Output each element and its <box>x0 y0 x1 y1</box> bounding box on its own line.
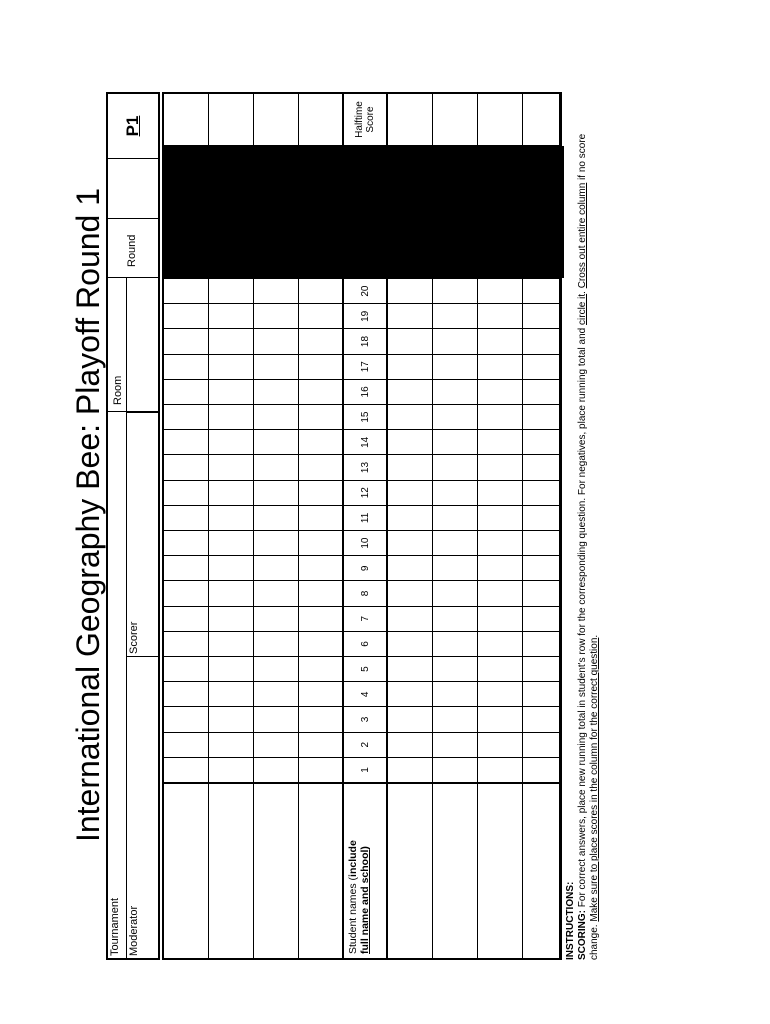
score-cell[interactable] <box>254 757 298 782</box>
score-cell[interactable] <box>388 631 432 656</box>
score-cell[interactable] <box>433 530 477 555</box>
score-cell[interactable] <box>478 404 522 429</box>
score-cell[interactable] <box>433 429 477 454</box>
score-cell[interactable] <box>478 454 522 479</box>
score-cell[interactable] <box>299 555 342 580</box>
scoring-text-4: . <box>589 634 600 638</box>
score-cell[interactable] <box>299 454 342 479</box>
halftime-score-cell[interactable] <box>478 94 522 146</box>
question-number: 15 <box>344 404 386 429</box>
tournament-label: Tournament <box>109 897 121 956</box>
score-cell[interactable] <box>254 354 298 379</box>
score-cell[interactable] <box>209 606 253 631</box>
question-number: 4 <box>344 681 386 706</box>
score-cell[interactable] <box>523 454 559 479</box>
score-cell[interactable] <box>523 328 559 353</box>
score-cell[interactable] <box>164 328 208 353</box>
score-cell[interactable] <box>299 530 342 555</box>
halftime-score-cell[interactable] <box>523 94 559 146</box>
score-cell[interactable] <box>433 379 477 404</box>
halftime-score-header <box>344 94 386 146</box>
names-header-include: include <box>347 840 359 877</box>
score-cell[interactable] <box>478 606 522 631</box>
score-cell[interactable] <box>254 480 298 505</box>
student-name-cell[interactable] <box>478 782 522 958</box>
score-cell[interactable] <box>209 631 253 656</box>
score-cell[interactable] <box>388 354 432 379</box>
score-cell[interactable] <box>254 656 298 681</box>
names-header-full-name: full name and school <box>359 849 371 954</box>
score-cell[interactable] <box>523 555 559 580</box>
score-cell[interactable] <box>209 480 253 505</box>
score-cell[interactable] <box>209 732 253 757</box>
score-cell[interactable] <box>523 580 559 605</box>
room-label: Room <box>112 375 124 405</box>
score-cell[interactable] <box>209 429 253 454</box>
score-cell[interactable] <box>209 530 253 555</box>
score-cell[interactable] <box>433 580 477 605</box>
score-cell[interactable] <box>209 303 253 328</box>
score-cell[interactable] <box>164 580 208 605</box>
score-cell[interactable] <box>164 757 208 782</box>
score-cell[interactable] <box>209 706 253 731</box>
question-number: 7 <box>344 606 386 631</box>
score-cell[interactable] <box>254 328 298 353</box>
score-cell[interactable] <box>299 480 342 505</box>
score-cell[interactable] <box>523 480 559 505</box>
score-cell[interactable] <box>164 429 208 454</box>
score-cell[interactable] <box>523 606 559 631</box>
score-cell[interactable] <box>254 303 298 328</box>
score-cell[interactable] <box>164 505 208 530</box>
round-field <box>108 158 158 278</box>
question-number: 8 <box>344 580 386 605</box>
score-cell[interactable] <box>254 606 298 631</box>
score-cell[interactable] <box>254 631 298 656</box>
score-cell[interactable] <box>164 379 208 404</box>
score-grid <box>162 92 562 960</box>
halftime-score-cell[interactable] <box>299 94 342 146</box>
score-cell[interactable] <box>478 757 522 782</box>
halftime-score-cell[interactable] <box>388 94 432 146</box>
score-cell[interactable] <box>254 681 298 706</box>
names-header-suffix: ) <box>359 846 371 850</box>
score-cell[interactable] <box>388 732 432 757</box>
score-cell[interactable] <box>478 379 522 404</box>
score-cell[interactable] <box>254 706 298 731</box>
question-number: 9 <box>344 555 386 580</box>
student-name-cell[interactable] <box>523 782 559 958</box>
header-info-box <box>106 92 160 960</box>
score-cell[interactable] <box>478 354 522 379</box>
score-cell[interactable] <box>209 681 253 706</box>
score-cell[interactable] <box>299 328 342 353</box>
halftime-score-cell[interactable] <box>164 94 208 146</box>
question-number: 5 <box>344 656 386 681</box>
score-cell[interactable] <box>388 580 432 605</box>
names-header-line1 <box>347 840 359 954</box>
score-cell[interactable] <box>299 631 342 656</box>
student-name-cell[interactable] <box>433 782 477 958</box>
question-number: 16 <box>344 379 386 404</box>
score-cell[interactable] <box>433 404 477 429</box>
score-cell[interactable] <box>209 454 253 479</box>
score-cell[interactable] <box>523 681 559 706</box>
scoring-text-2: . <box>577 288 588 294</box>
score-cell[interactable] <box>433 505 477 530</box>
scoring-label: SCORING: <box>577 910 588 960</box>
score-cell[interactable] <box>164 656 208 681</box>
score-cell[interactable] <box>254 555 298 580</box>
names-header-prefix: Student names ( <box>347 876 359 954</box>
score-cell[interactable] <box>209 354 253 379</box>
score-cell[interactable] <box>523 379 559 404</box>
score-cell[interactable] <box>164 404 208 429</box>
score-cell[interactable] <box>209 278 253 303</box>
score-cell[interactable] <box>164 454 208 479</box>
scoring-underline-3: Make sure to place scores in the column for the correct question <box>589 637 600 922</box>
score-cell[interactable] <box>478 706 522 731</box>
score-cell[interactable] <box>388 328 432 353</box>
question-number: 11 <box>344 505 386 530</box>
score-cell[interactable] <box>254 505 298 530</box>
halftime-score-cell[interactable] <box>433 94 477 146</box>
score-cell[interactable] <box>254 454 298 479</box>
score-cell[interactable] <box>254 404 298 429</box>
score-cell[interactable] <box>209 555 253 580</box>
score-cell[interactable] <box>164 606 208 631</box>
score-cell[interactable] <box>433 303 477 328</box>
halftime-score-cell[interactable] <box>254 94 298 146</box>
score-cell[interactable] <box>478 631 522 656</box>
question-number: 1 <box>344 757 386 782</box>
instructions <box>565 100 601 960</box>
score-cell[interactable] <box>478 530 522 555</box>
score-cell[interactable] <box>433 732 477 757</box>
score-cell[interactable] <box>299 706 342 731</box>
scorer-label: Scorer <box>128 621 140 654</box>
score-cell[interactable] <box>478 505 522 530</box>
score-cell[interactable] <box>478 328 522 353</box>
blacked-out-columns <box>164 146 564 278</box>
score-cell[interactable] <box>433 480 477 505</box>
names-header-line2 <box>359 846 371 954</box>
score-cell[interactable] <box>433 631 477 656</box>
question-number: 12 <box>344 480 386 505</box>
score-cell[interactable] <box>523 404 559 429</box>
student-name-cell[interactable] <box>254 782 298 958</box>
score-cell[interactable] <box>433 681 477 706</box>
score-cell[interactable] <box>254 278 298 303</box>
score-cell[interactable] <box>523 303 559 328</box>
score-cell[interactable] <box>523 278 559 303</box>
halftime-score-cell[interactable] <box>209 94 253 146</box>
score-cell[interactable] <box>523 706 559 731</box>
score-cell[interactable] <box>299 681 342 706</box>
score-cell[interactable] <box>388 278 432 303</box>
score-cell[interactable] <box>433 328 477 353</box>
score-cell[interactable] <box>388 505 432 530</box>
score-cell[interactable] <box>209 757 253 782</box>
page-title: International Geography Bee: Playoff Round 1 <box>70 187 106 843</box>
score-cell[interactable] <box>523 429 559 454</box>
score-cell[interactable] <box>433 354 477 379</box>
score-cell[interactable] <box>209 505 253 530</box>
score-cell[interactable] <box>523 505 559 530</box>
question-number: 14 <box>344 429 386 454</box>
student-names-header <box>344 782 386 958</box>
score-cell[interactable] <box>388 656 432 681</box>
question-number: 3 <box>344 706 386 731</box>
score-cell[interactable] <box>164 631 208 656</box>
question-number: 18 <box>344 328 386 353</box>
student-name-cell[interactable] <box>388 782 432 958</box>
score-cell[interactable] <box>478 555 522 580</box>
score-cell[interactable] <box>388 555 432 580</box>
score-cell[interactable] <box>433 278 477 303</box>
score-cell[interactable] <box>523 757 559 782</box>
score-cell[interactable] <box>433 454 477 479</box>
score-cell[interactable] <box>209 656 253 681</box>
score-cell[interactable] <box>254 379 298 404</box>
score-cell[interactable] <box>164 278 208 303</box>
score-cell[interactable] <box>523 530 559 555</box>
score-cell[interactable] <box>388 303 432 328</box>
halftime-label: Halftime <box>354 101 365 138</box>
score-cell[interactable] <box>388 530 432 555</box>
score-cell[interactable] <box>164 706 208 731</box>
score-cell[interactable] <box>433 555 477 580</box>
score-cell[interactable] <box>433 606 477 631</box>
score-cell[interactable] <box>164 354 208 379</box>
score-cell[interactable] <box>164 480 208 505</box>
moderator-label: Moderator <box>128 905 140 956</box>
scorer-field[interactable] <box>127 412 158 656</box>
score-cell[interactable] <box>254 429 298 454</box>
score-cell[interactable] <box>209 404 253 429</box>
score-cell[interactable] <box>433 706 477 731</box>
score-cell[interactable] <box>388 681 432 706</box>
score-cell[interactable] <box>388 757 432 782</box>
score-cell[interactable] <box>523 631 559 656</box>
score-cell[interactable] <box>388 606 432 631</box>
score-cell[interactable] <box>478 480 522 505</box>
score-label: Score <box>365 106 376 133</box>
score-cell[interactable] <box>299 606 342 631</box>
score-cell[interactable] <box>209 328 253 353</box>
question-number: 13 <box>344 454 386 479</box>
scoring-text-3: if no score change. <box>577 133 600 960</box>
scoring-text-1: For correct answers, place new running total in student's row for the corresponding question. For negatives, place running total and <box>577 324 588 910</box>
score-cell[interactable] <box>388 454 432 479</box>
score-cell[interactable] <box>523 354 559 379</box>
student-name-cell[interactable] <box>209 782 253 958</box>
score-cell[interactable] <box>523 656 559 681</box>
score-cell[interactable] <box>433 656 477 681</box>
student-name-cell[interactable] <box>164 782 208 958</box>
student-name-cell[interactable] <box>299 782 342 958</box>
question-number: 2 <box>344 732 386 757</box>
scoring-underline-1: circle it <box>577 293 588 325</box>
score-cell[interactable] <box>299 404 342 429</box>
score-cell[interactable] <box>209 379 253 404</box>
score-cell[interactable] <box>388 429 432 454</box>
score-cell[interactable] <box>478 732 522 757</box>
score-cell[interactable] <box>433 757 477 782</box>
question-number: 17 <box>344 354 386 379</box>
score-cell[interactable] <box>209 580 253 605</box>
score-cell[interactable] <box>523 732 559 757</box>
score-cell[interactable] <box>299 278 342 303</box>
question-number: 6 <box>344 631 386 656</box>
score-cell[interactable] <box>299 732 342 757</box>
instructions-heading: INSTRUCTIONS: <box>565 881 576 960</box>
round-label: Round <box>126 234 138 267</box>
score-cell[interactable] <box>478 656 522 681</box>
score-cell[interactable] <box>299 505 342 530</box>
score-cell[interactable] <box>299 757 342 782</box>
score-cell[interactable] <box>478 429 522 454</box>
score-cell[interactable] <box>388 706 432 731</box>
question-number: 10 <box>344 530 386 555</box>
score-cell[interactable] <box>478 278 522 303</box>
score-cell[interactable] <box>254 580 298 605</box>
score-cell[interactable] <box>299 429 342 454</box>
score-cell[interactable] <box>164 303 208 328</box>
score-cell[interactable] <box>299 303 342 328</box>
scoring-underline-2: Cross out entire column <box>577 182 588 289</box>
question-number: 19 <box>344 303 386 328</box>
score-cell[interactable] <box>164 681 208 706</box>
score-cell[interactable] <box>388 404 432 429</box>
score-cell[interactable] <box>164 530 208 555</box>
score-cell[interactable] <box>388 379 432 404</box>
score-cell[interactable] <box>164 555 208 580</box>
score-cell[interactable] <box>478 681 522 706</box>
score-cell[interactable] <box>164 732 208 757</box>
score-cell[interactable] <box>299 379 342 404</box>
score-cell[interactable] <box>299 656 342 681</box>
score-cell[interactable] <box>254 732 298 757</box>
score-cell[interactable] <box>254 530 298 555</box>
round-value: P1 <box>123 115 142 137</box>
score-cell[interactable] <box>478 303 522 328</box>
moderator-field[interactable] <box>127 656 158 958</box>
score-cell[interactable] <box>299 580 342 605</box>
score-cell[interactable] <box>299 354 342 379</box>
score-sheet <box>70 90 600 960</box>
score-cell[interactable] <box>388 480 432 505</box>
score-cell[interactable] <box>478 580 522 605</box>
question-number: 20 <box>344 278 386 303</box>
